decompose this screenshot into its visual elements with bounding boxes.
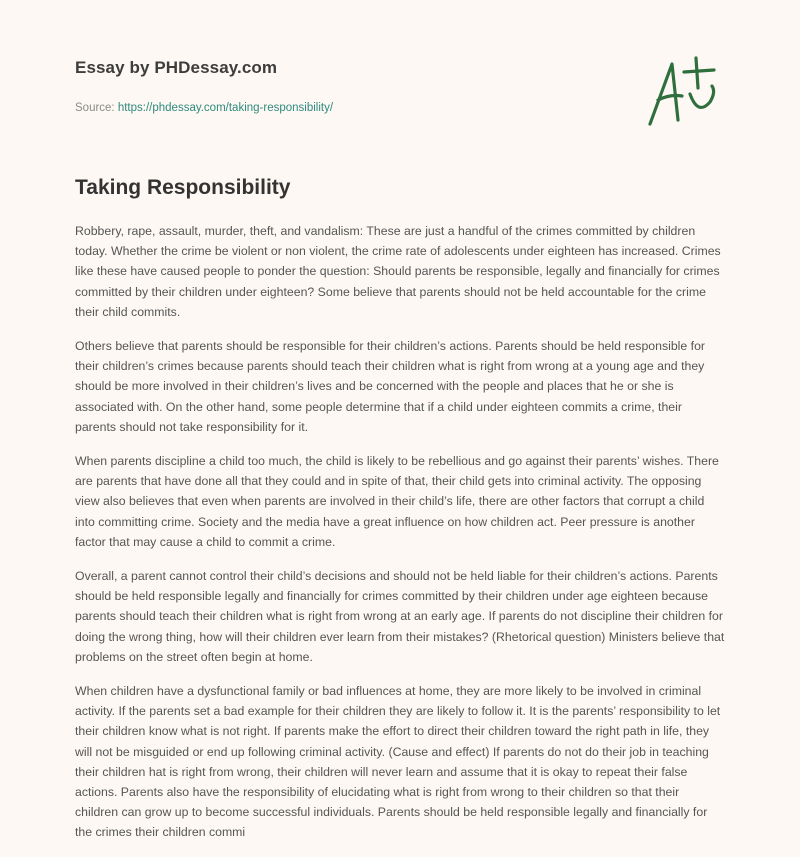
source-label: Source:: [75, 102, 115, 114]
essay-title: Taking Responsibility: [75, 176, 291, 199]
essay-body: [75, 221, 725, 857]
essay-paragraph: When children have a dysfunctional family or bad influences at home, they are more likely to be involved in criminal activity. If the parents set a bad example for their children they are likely to follow it. It is the parents’ responsibility to let their children know what is not right. If parents make the effort to direct their children toward the right path in life, they will not be misguided or end up following criminal activity. (Cause and effect) If parents do not do their job in teaching their children hat is right from wrong, their children will never learn and assume that it is okay to repeat their false actions. Parents also have the responsibility of elucidating what is right from wrong to their children so that their children can grow up to become successful individuals. Parents should be held responsible legally and financially for the crimes their children commi: [75, 684, 721, 840]
brand-title: Essay by PHDessay.com: [75, 58, 278, 77]
essay-paragraph: When parents discipline a child too much, the child is likely to be rebellious and go against their parents’ wishes. There are parents that have done all that they could and in spite of that, their child gets into criminal activity. The opposing view also believes that even when parents are involved in their child’s life, there are other factors that corrupt a child into committing crime. Society and the media have a great influence on how children act. Peer pressure is another factor that may cause a child to commit a crime.: [75, 454, 719, 549]
essay-paragraph: Robbery, rape, assault, murder, theft, and vandalism: These are just a handful of the crimes committed by children today. Whether the crime be violent or non violent, the crime rate of adolescents under eighteen has increased. Crimes like these have caused people to ponder the question: Should parents be responsible, legally and financially for crimes committed by their children under eighteen? Some believe that parents should not be held accountable for the crime their child commits.: [75, 224, 721, 319]
source-line: [75, 102, 725, 114]
source-link[interactable]: https://phdessay.com/taking-responsibility/: [117, 102, 334, 114]
a-plus-logo-icon: [640, 50, 730, 130]
essay-paragraph: Overall, a parent cannot control their child’s decisions and should not be held liable for their children’s actions. Parents should be held responsible legally and financially for crimes committed by their children under age eighteen because parents should teach their children what is right from wrong at an early age. If parents do not discipline their children for doing the wrong thing, how will their children ever learn from their mistakes? (Rhetorical question) Ministers believe that problems on the street often begin at home.: [75, 569, 725, 664]
essay-paragraph: Others believe that parents should be responsible for their children’s actions. Parents should be held responsible for their children’s crimes because parents should teach their children what is right from wrong at a young age and they should be more involved in their children’s lives and be concerned with the people and places that he or she is associated with. On the other hand, some people determine that if a child under eighteen commits a crime, their parents should not take responsibility for it.: [75, 339, 706, 434]
essay-header: [75, 58, 725, 114]
